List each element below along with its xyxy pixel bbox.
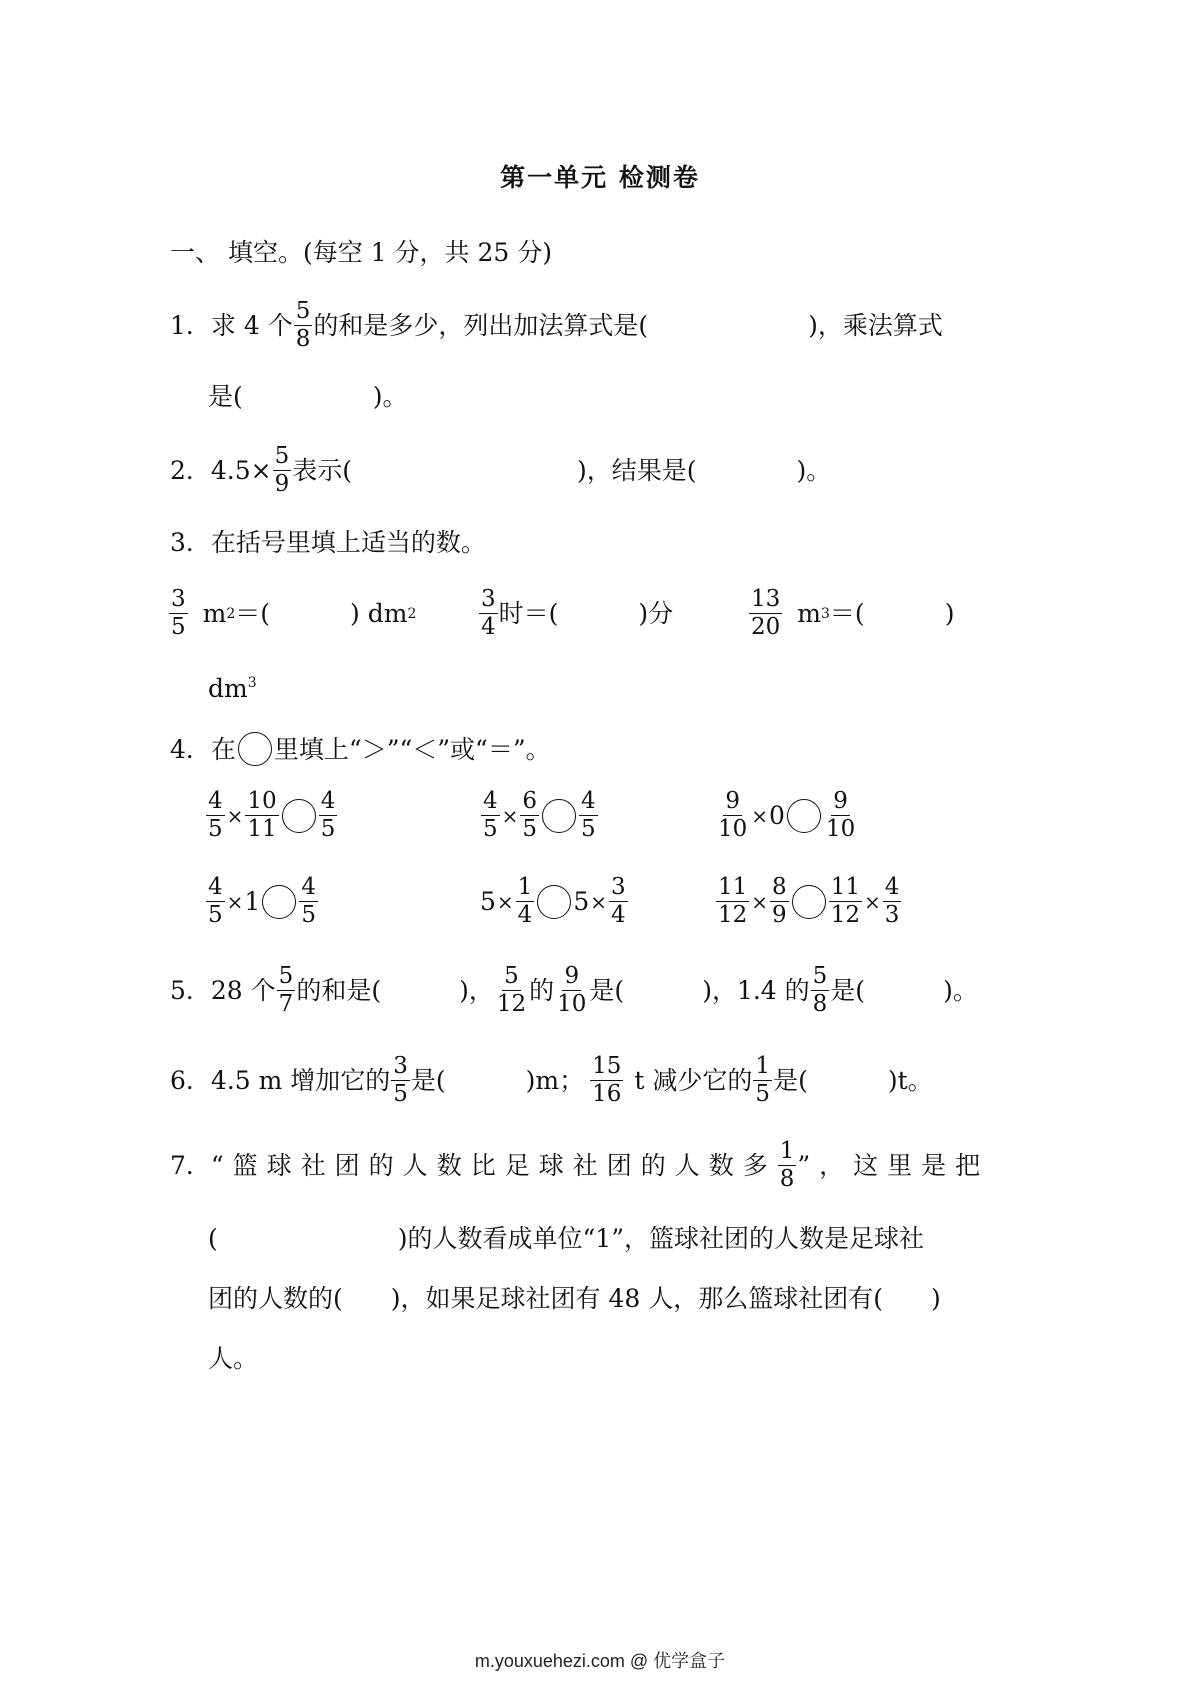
fraction: $\frac{5}{8}$ — [812, 963, 828, 1017]
unit: dm — [208, 674, 248, 703]
q3-item-b — [478, 588, 673, 639]
q5-text: 是( — [589, 976, 625, 1005]
q5-text: 是( — [830, 976, 866, 1005]
fraction: $\frac{5}{7}$ — [278, 963, 294, 1017]
fraction: $\frac{9}{10}$ — [557, 963, 587, 1017]
question-number: 1． — [170, 311, 211, 340]
compare-circle[interactable] — [537, 885, 571, 919]
question-number: 5． — [170, 976, 211, 1005]
question-number: 2． — [170, 456, 211, 485]
exponent: 3 — [247, 675, 257, 691]
page-title: 第一单元 检测卷 — [500, 163, 700, 192]
q4-compare-1: $\frac{4}{5}$ × $\frac{10}{11}$ $\frac{4}{5}$ — [208, 788, 336, 842]
q5-text: )，1.4 的 — [702, 976, 810, 1005]
q4-compare-5: 5 × $\frac{1}{4}$ 5 × $\frac{3}{4}$ — [480, 874, 626, 928]
question-3 — [170, 530, 486, 555]
q6-text: 4.5 m 增加它的 — [210, 1066, 391, 1095]
q3-item-c-unit — [208, 676, 257, 701]
q2-text: )，结果是( — [577, 456, 697, 485]
compare-circle[interactable] — [787, 799, 821, 833]
q1-text: )，乘法算式 — [808, 311, 943, 340]
fraction: $\frac{5}{12}$ — [496, 963, 527, 1017]
q7-text: 团的人数的( — [208, 1284, 343, 1313]
question-number: 3． — [170, 528, 211, 557]
fraction: $\frac{3}{5}$ — [171, 586, 186, 640]
q1-text: 求 4 个 — [210, 311, 293, 340]
question-number: 7． — [170, 1151, 211, 1180]
q3-text: ＝( — [235, 599, 271, 628]
question-6 — [170, 1055, 933, 1106]
q1-text: 的和是多少，列出加法算式是( — [313, 311, 649, 340]
question-7 — [170, 1140, 989, 1191]
fraction: $\frac{3}{5}$ — [393, 1053, 408, 1107]
unit: m — [797, 599, 821, 628]
q6-text: 是( — [773, 1066, 808, 1095]
q5-text: 的和是( — [296, 976, 382, 1005]
exponent: 2 — [407, 605, 417, 622]
q3-text: ) — [944, 599, 955, 628]
q7-text: ( — [208, 1224, 218, 1253]
q5-text: )， — [459, 976, 494, 1005]
q6-text: )t。 — [887, 1066, 933, 1095]
fraction: $\frac{1}{5}$ — [755, 1053, 771, 1107]
compare-circle[interactable] — [542, 799, 576, 833]
q7-text: ) — [930, 1284, 941, 1313]
q4-text: 在 — [210, 734, 236, 764]
footer-watermark: m.youxuehezi.com @ 优学盒子 — [474, 1651, 726, 1671]
unit: m — [202, 599, 227, 628]
question-number: 6． — [170, 1066, 211, 1095]
question-7-line-2 — [208, 1226, 924, 1251]
question-7-line-3 — [208, 1286, 941, 1311]
question-1 — [170, 300, 943, 351]
q3-text: 时＝( — [498, 599, 559, 628]
q6-text: )m； — [525, 1066, 585, 1095]
q7-text: “篮球社团的人数比足球社团的人数多 — [210, 1151, 777, 1180]
fraction: $\frac{3}{4}$ — [481, 586, 496, 640]
fraction: $\frac{5}{9}$ — [274, 443, 290, 497]
q6-text: t 减少它的 — [634, 1066, 753, 1095]
q5-text: )。 — [943, 976, 978, 1005]
question-4 — [170, 732, 551, 766]
q3-item-a — [168, 588, 416, 639]
compare-circle[interactable] — [282, 799, 316, 833]
q4-text: 里填上“＞”“＜”或“＝”。 — [273, 734, 551, 764]
question-2 — [170, 445, 831, 496]
q6-text: 是( — [410, 1066, 446, 1095]
circle-blank-icon — [238, 732, 272, 766]
question-1-line-2 — [208, 384, 408, 409]
q4-compare-4: $\frac{4}{5}$ × 1 $\frac{4}{5}$ — [208, 874, 316, 928]
q2-text: 表示( — [292, 456, 353, 485]
exponent: 3 — [821, 605, 830, 622]
q2-text: )。 — [796, 456, 832, 485]
section-heading: 一、 填空。(每空 1 分，共 25 分) — [170, 238, 552, 267]
q4-compare-3: $\frac{9}{10}$ × 0 $\frac{9}{10}$ — [718, 788, 856, 842]
q3-text: 在括号里填上适当的数。 — [210, 528, 486, 557]
q4-compare-6: $\frac{11}{12}$ × $\frac{8}{9}$ $\frac{11}{12}$ × $\frac{4}{3}$ — [718, 874, 900, 928]
question-5 — [170, 965, 978, 1016]
q7-text: )的人数看成单位“1”，篮球社团的人数是足球社 — [397, 1224, 924, 1253]
question-number: 4． — [170, 734, 211, 764]
q3-item-c — [748, 588, 954, 639]
fraction: $\frac{5}{8}$ — [295, 298, 311, 352]
q1-text: 是( — [208, 382, 243, 411]
fraction: $\frac{1}{8}$ — [779, 1138, 795, 1192]
q2-text: 4.5× — [210, 456, 272, 485]
q7-text: )，如果足球社团有 48 人，那么篮球社团有( — [390, 1284, 883, 1313]
exponent: 2 — [226, 605, 236, 622]
fraction: $\frac{13}{20}$ — [751, 586, 781, 640]
fraction: $\frac{15}{16}$ — [592, 1053, 622, 1107]
compare-circle[interactable] — [792, 885, 826, 919]
q5-text: 28 个 — [210, 976, 276, 1005]
question-7-line-4: 人。 — [208, 1344, 259, 1373]
q3-text: ＝( — [829, 599, 865, 628]
q4-compare-2: $\frac{4}{5}$ × $\frac{6}{5}$ $\frac{4}{5}$ — [483, 788, 596, 842]
q3-text: )分 — [638, 599, 674, 628]
q5-text: 的 — [529, 976, 555, 1005]
compare-circle[interactable] — [262, 885, 296, 919]
q3-text: ) dm — [350, 599, 408, 628]
q1-text: )。 — [372, 382, 408, 411]
q7-text: ”，这里是把 — [797, 1151, 990, 1180]
